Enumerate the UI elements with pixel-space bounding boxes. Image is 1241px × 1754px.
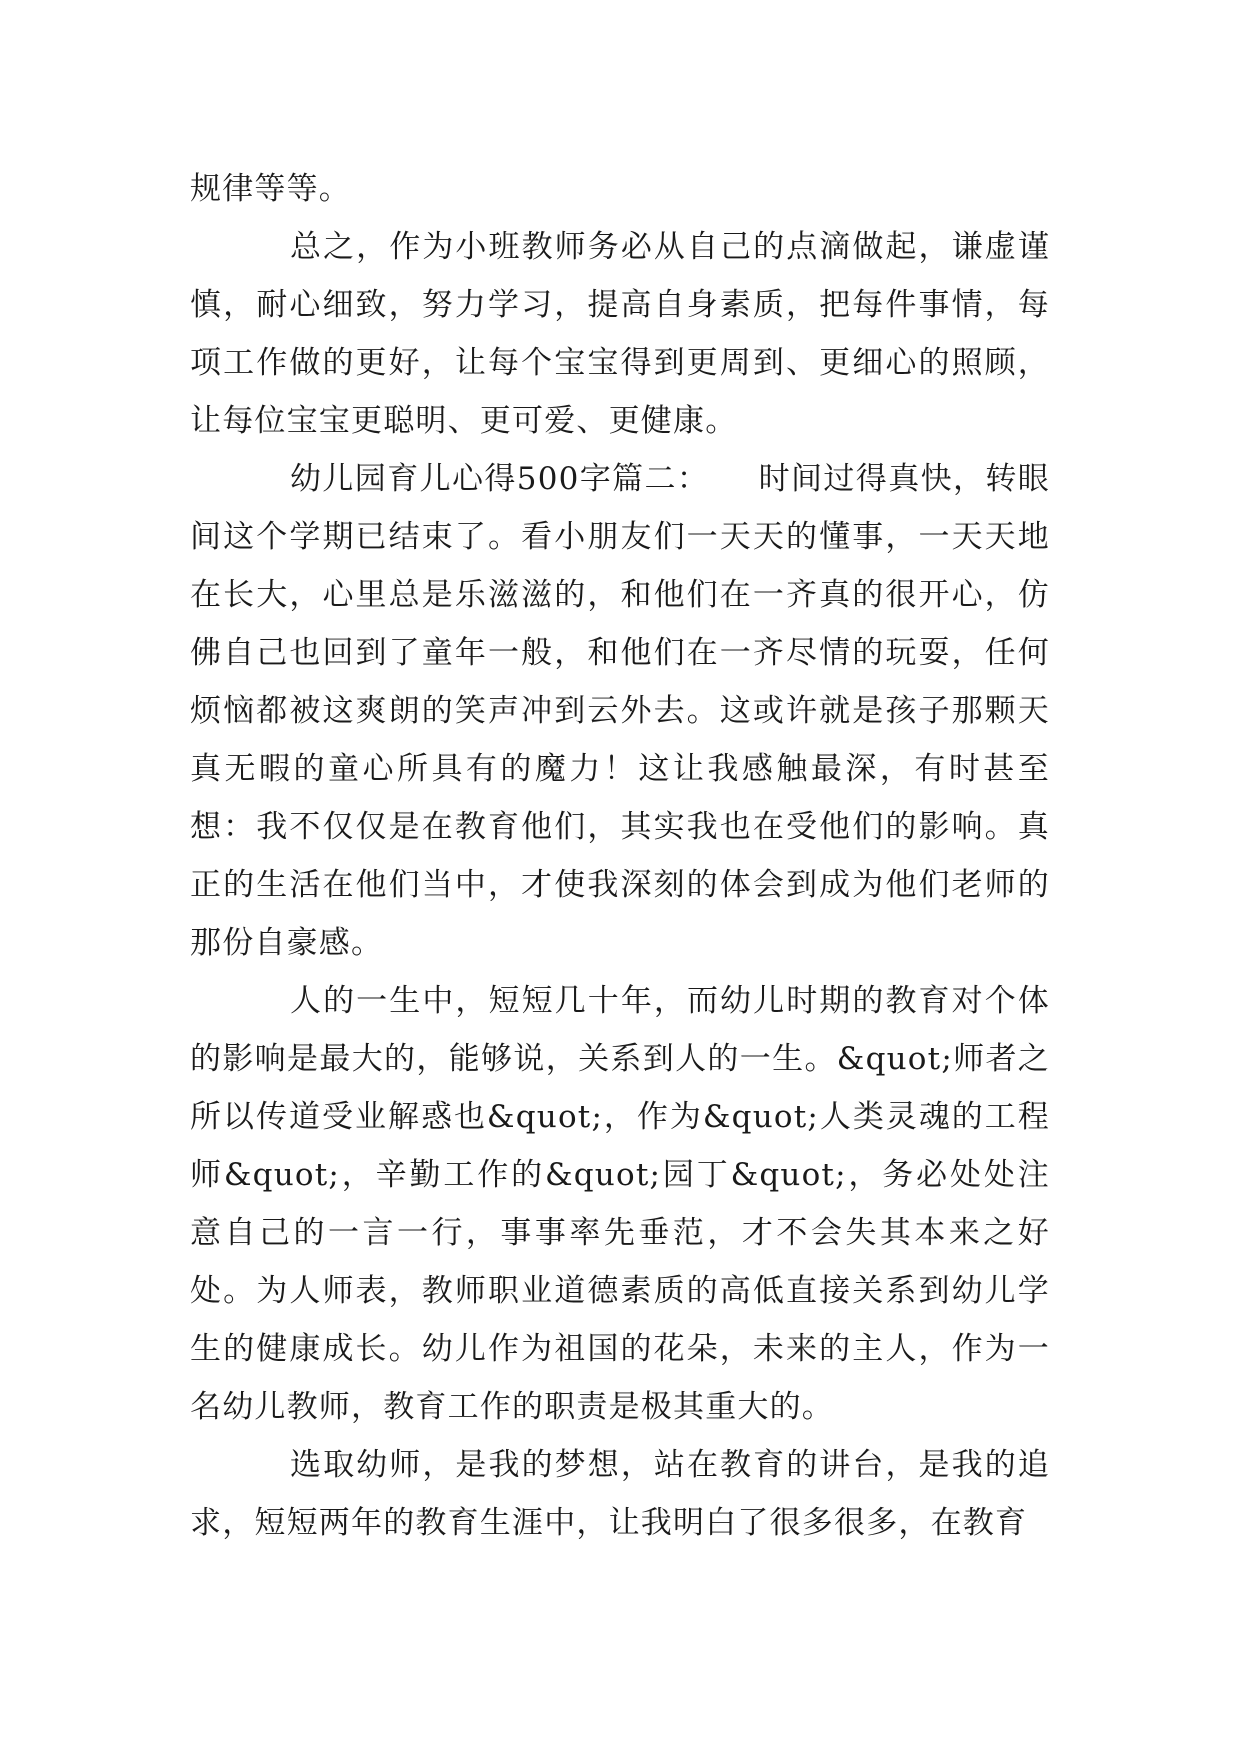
paragraph-summary: 总之，作为小班教师务必从自己的点滴做起，谦虚谨慎，耐心细致，努力学习，提高自身素质，把每件事情，每项工作做的更好，让每个宝宝得到更周到、更细心的照顾，让每位宝宝更聪明、更可爱、更健康。 <box>190 229 1050 439</box>
paragraph-dream: 选取幼师，是我的梦想，站在教育的讲台，是我的追求，短短两年的教育生涯中，让我明白了很多很多，在教育 <box>190 1447 1050 1541</box>
paragraph-continuation: 规律等等。 <box>190 171 351 207</box>
paragraph-part-two: 幼儿园育儿心得500字篇二： 时间过得真快，转眼间这个学期已结束了。看小朋友们一天天的懂事，一天天地在长大，心里总是乐滋滋的，和他们在一齐真的很开心，仿佛自己也回到了童年一般，和他们在一齐尽情的玩耍，任何烦恼都被这爽朗的笑声冲到云外去。这或许就是孩子那颗天真无暇的童心所具有的魔力！这让我感触最深，有时甚至想：我不仅仅是在教育他们，其实我也在受他们的影响。真正的生活在他们当中，才使我深刻的体会到成为他们老师的那份自豪感。 <box>190 461 1050 961</box>
body-text <box>190 160 1050 1552</box>
paragraph-education: 人的一生中，短短几十年，而幼儿时期的教育对个体的影响是最大的，能够说，关系到人的一生。&quot;师者之所以传道受业解惑也&quot;，作为&quot;人类灵魂的工程师&quot;，辛勤工作的&quot;园丁&quot;，务必处处注意自己的一言一行，事事率先垂范，才不会失其本来之好处。为人师表，教师职业道德素质的高低直接关系到幼儿学生的健康成长。幼儿作为祖国的花朵，未来的主人，作为一名幼儿教师，教育工作的职责是极其重大的。 <box>190 983 1050 1425</box>
